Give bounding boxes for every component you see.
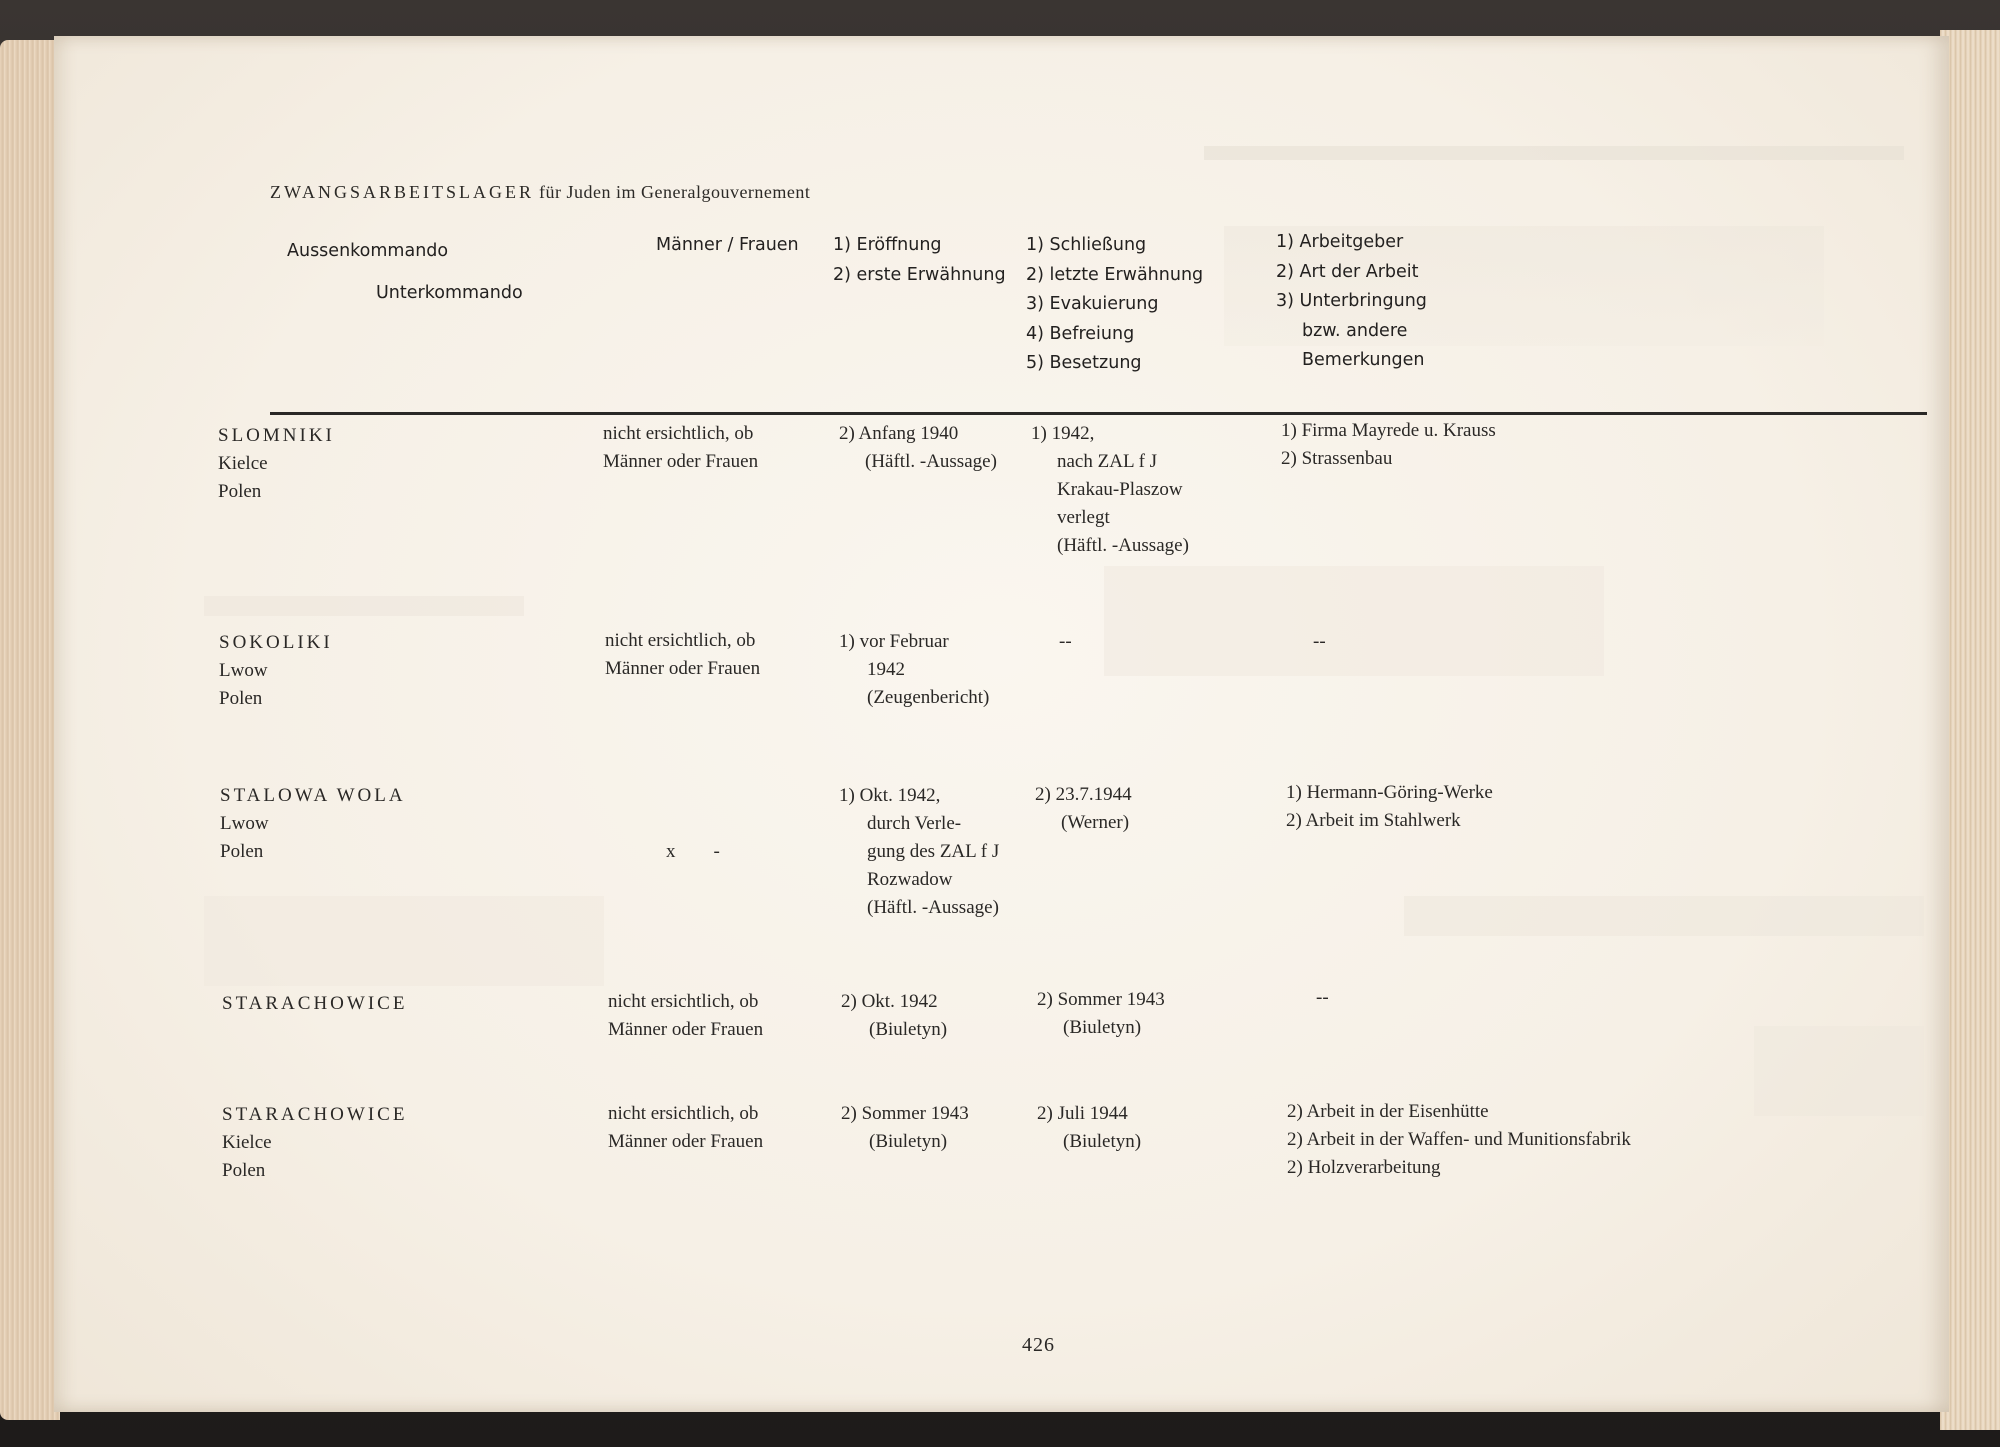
gender-line: Männer oder Frauen (603, 451, 759, 472)
bleed-through-mark (1754, 1026, 1924, 1116)
row-stalowa-wola-location (220, 782, 406, 866)
row-starachowice-1-gender (608, 988, 763, 1044)
opening-line: (Biuletyn) (869, 1019, 948, 1040)
location-region: Kielce (218, 453, 268, 474)
row-slomniki-opening (839, 420, 997, 476)
column-header-line: 3) Evakuierung (1026, 294, 1159, 314)
location-name: SOKOLIKI (219, 632, 333, 653)
column-header-line: 5) Besetzung (1026, 353, 1142, 373)
column-header-line: 1) Eröffnung (833, 235, 942, 255)
bleed-through-mark (204, 596, 524, 616)
book-edge-right (1940, 30, 2000, 1430)
location-country: Polen (218, 481, 262, 502)
row-slomniki-location (218, 422, 335, 506)
opening-line: Rozwadow (867, 869, 953, 890)
page-title-caps: ZWANGSARBEITSLAGER (270, 182, 534, 202)
column-header-unterkommando: Unterkommando (376, 283, 523, 303)
column-header-line: Bemerkungen (1302, 350, 1425, 370)
remarks-line: 2) Arbeit in der Waffen- und Munitionsfabrik (1287, 1129, 1631, 1150)
column-header-line: 2) erste Erwähnung (833, 264, 1006, 285)
column-header-remarks (1276, 228, 1427, 376)
row-starachowice-1-location (222, 990, 407, 1018)
column-header-line: 2) letzte Erwähnung (1026, 264, 1204, 285)
gender-line: nicht ersichtlich, ob (605, 630, 756, 651)
gender-line: nicht ersichtlich, ob (603, 423, 754, 444)
closing-line: Krakau-Plaszow (1057, 479, 1183, 500)
header-divider-rule (270, 412, 1927, 415)
gender-line: Männer oder Frauen (608, 1131, 764, 1152)
row-starachowice-2-location (222, 1101, 407, 1185)
remarks-line: -- (1316, 987, 1329, 1008)
book-page (54, 36, 1949, 1412)
remarks-line: 2) Strassenbau (1281, 448, 1393, 469)
closing-line: 1) 1942, (1031, 423, 1095, 444)
location-name: STARACHOWICE (222, 1104, 408, 1125)
location-country: Polen (220, 841, 264, 862)
row-sokoliki-gender (605, 627, 760, 683)
remarks-line: 2) Arbeit in der Eisenhütte (1287, 1101, 1489, 1122)
row-starachowice-2-remarks (1287, 1098, 1631, 1182)
opening-line: 1) Okt. 1942, (839, 785, 941, 806)
remarks-line: 2) Arbeit im Stahlwerk (1286, 810, 1461, 831)
row-starachowice-2-opening (841, 1100, 969, 1156)
closing-line: (Häftl. -Aussage) (1057, 535, 1189, 556)
gender-line: nicht ersichtlich, ob (608, 1103, 759, 1124)
closing-line: (Biuletyn) (1063, 1017, 1142, 1038)
column-header-line: 1) Arbeitgeber (1276, 232, 1404, 252)
location-region: Lwow (219, 660, 268, 681)
remarks-line: -- (1313, 631, 1326, 652)
opening-line: 2) Anfang 1940 (839, 423, 959, 444)
opening-line: (Biuletyn) (869, 1131, 948, 1152)
page-title (270, 182, 810, 203)
closing-line: -- (1059, 631, 1072, 652)
row-slomniki-remarks (1281, 417, 1496, 473)
remarks-line: 2) Holzverarbeitung (1287, 1157, 1441, 1178)
row-starachowice-1-remarks (1316, 984, 1329, 1012)
location-country: Polen (222, 1160, 266, 1181)
row-sokoliki-opening (839, 628, 989, 712)
gender-line: Männer oder Frauen (608, 1019, 764, 1040)
closing-line: (Biuletyn) (1063, 1131, 1142, 1152)
location-name: SLOMNIKI (218, 425, 335, 446)
closing-line: (Werner) (1061, 812, 1130, 833)
opening-line: 1942 (867, 659, 905, 680)
opening-line: (Zeugenbericht) (867, 687, 990, 708)
column-header-gender: Männer / Frauen (656, 235, 799, 255)
row-starachowice-2-closing (1037, 1100, 1141, 1156)
opening-line: (Häftl. -Aussage) (865, 451, 997, 472)
opening-line: gung des ZAL f J (867, 841, 1000, 862)
column-header-closing (1026, 231, 1203, 379)
row-stalowa-wola-closing (1035, 781, 1132, 837)
column-header-line: bzw. andere (1302, 320, 1408, 341)
bleed-through-mark (1404, 896, 1924, 936)
row-starachowice-1-opening (841, 988, 947, 1044)
bleed-through-mark (1204, 146, 1904, 160)
row-stalowa-wola-remarks (1286, 779, 1493, 835)
location-region: Kielce (222, 1132, 272, 1153)
remarks-line: 1) Firma Mayrede u. Krauss (1281, 420, 1496, 441)
page-title-rest: für Juden im Generalgouvernement (534, 182, 811, 202)
closing-line: verlegt (1057, 507, 1110, 528)
gender-line: Männer oder Frauen (605, 658, 761, 679)
row-sokoliki-closing (1059, 628, 1072, 656)
column-header-line: 3) Unterbringung (1276, 291, 1427, 311)
row-stalowa-wola-opening (839, 782, 999, 922)
row-slomniki-gender (603, 420, 758, 476)
row-sokoliki-remarks (1313, 628, 1326, 656)
column-header-line: 1) Schließung (1026, 235, 1147, 255)
column-header-opening (833, 231, 1006, 290)
opening-line: 2) Sommer 1943 (841, 1103, 969, 1124)
row-sokoliki-location (219, 629, 333, 713)
column-header-line: 4) Befreiung (1026, 323, 1135, 344)
page-number: 426 (1022, 1334, 1055, 1356)
remarks-line: 1) Hermann-Göring-Werke (1286, 782, 1493, 803)
closing-line: 2) 23.7.1944 (1035, 784, 1132, 805)
bleed-through-mark (204, 896, 604, 986)
row-stalowa-wola-gender (666, 782, 720, 922)
row-slomniki-closing (1031, 420, 1189, 560)
book-edge-left (0, 40, 60, 1420)
closing-line: nach ZAL f J (1057, 451, 1158, 472)
opening-line: 1) vor Februar (839, 631, 949, 652)
column-header-aussenkommando: Aussenkommando (287, 241, 449, 261)
location-name: STARACHOWICE (222, 993, 408, 1014)
gender-line: nicht ersichtlich, ob (608, 991, 759, 1012)
location-region: Lwow (220, 813, 269, 834)
closing-line: 2) Sommer 1943 (1037, 989, 1165, 1010)
bleed-through-mark (1104, 566, 1604, 676)
column-header-line: 2) Art der Arbeit (1276, 261, 1419, 282)
gender-line: x - (666, 841, 720, 862)
location-name: STALOWA WOLA (220, 785, 406, 806)
row-starachowice-1-closing (1037, 986, 1165, 1042)
opening-line: 2) Okt. 1942 (841, 991, 938, 1012)
opening-line: (Häftl. -Aussage) (867, 897, 999, 918)
location-country: Polen (219, 688, 263, 709)
opening-line: durch Verle- (867, 813, 962, 834)
closing-line: 2) Juli 1944 (1037, 1103, 1128, 1124)
row-starachowice-2-gender (608, 1100, 763, 1156)
